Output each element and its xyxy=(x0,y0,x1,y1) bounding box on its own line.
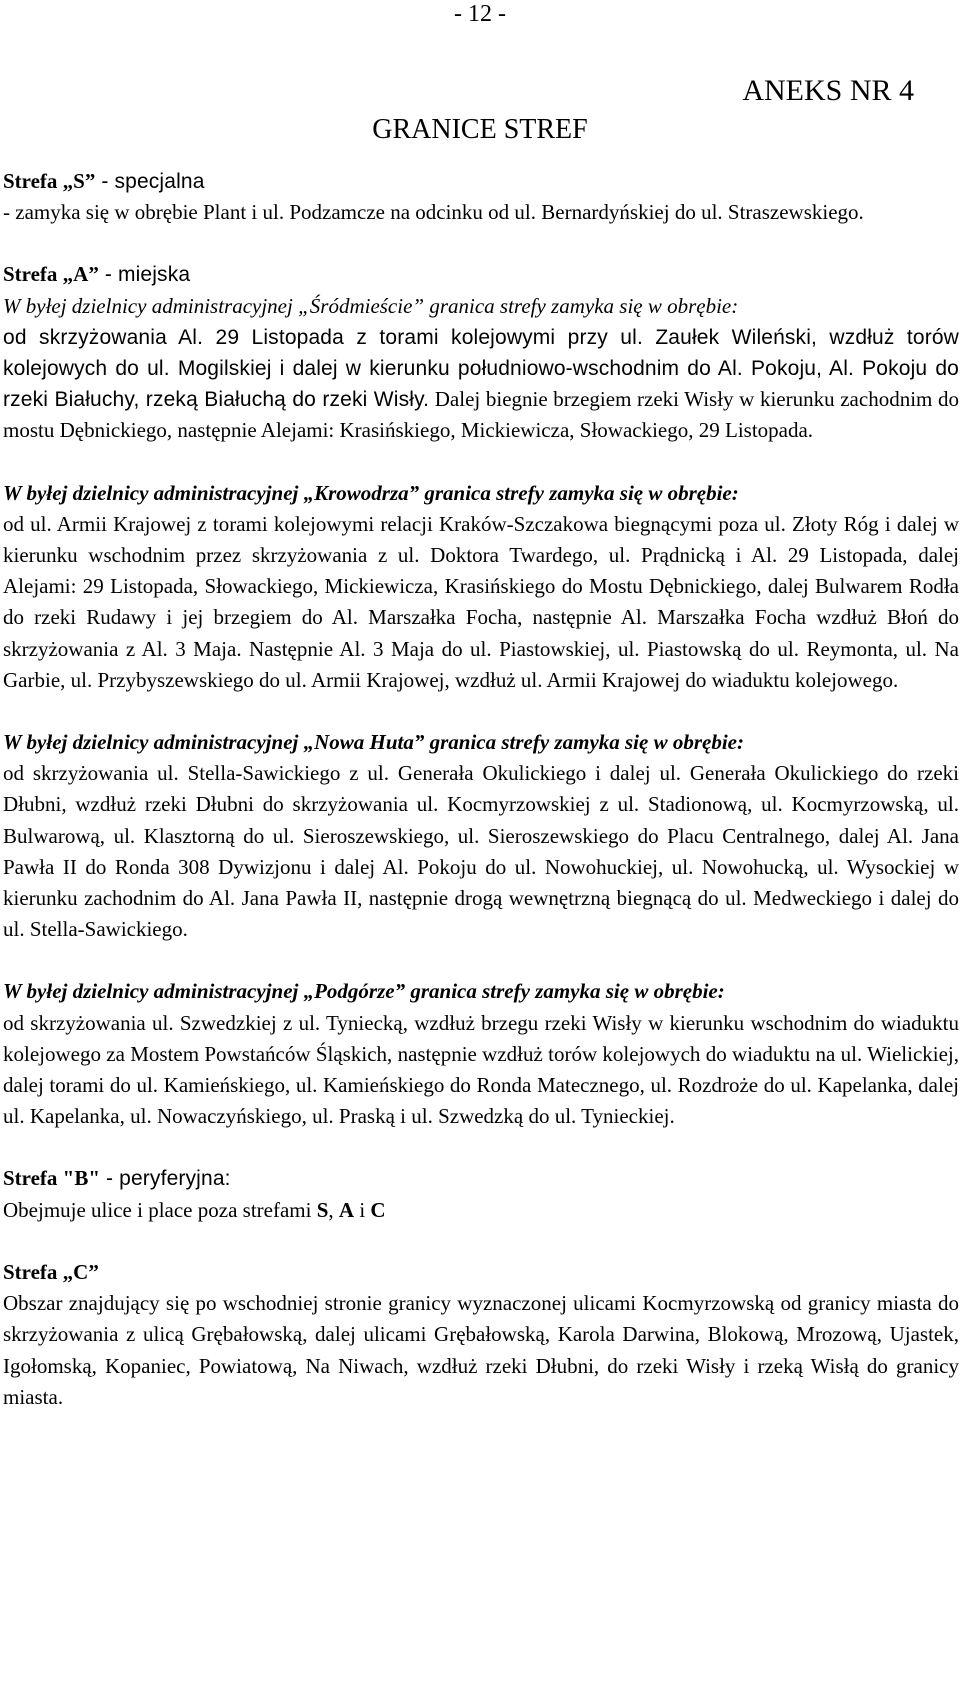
page-number: - 12 - xyxy=(454,1,506,27)
zone-a-heading-label: Strefa „A” xyxy=(3,262,99,287)
zone-b-body xyxy=(3,1195,959,1226)
srodmiescie-body-part2: Dalej biegnie brzegiem rzeki Wisły w kierunku zachodnim do mostu Dębnickiego, następnie Alejami: Krasińskiego, Mickiewicza, Słowackiego, 29 Listopada. xyxy=(3,387,959,443)
page-title: GRANICE STREF xyxy=(372,114,588,145)
zone-c-heading: Strefa „C” xyxy=(3,1259,99,1284)
podgorze-section xyxy=(3,976,959,1132)
zone-c-section xyxy=(3,1257,959,1413)
zone-b-heading-type: - peryferyjna: xyxy=(100,1167,231,1191)
zone-s-body: - zamyka się w obrębie Plant i ul. Podzamcze na odcinku od ul. Bernardyńskiej do ul. Straszewskiego. xyxy=(3,200,864,225)
zone-b-heading xyxy=(3,1163,959,1194)
zone-a-heading xyxy=(3,259,959,290)
annex-label: ANEKS NR 4 xyxy=(742,74,914,107)
zone-b-ref-a: A xyxy=(338,1197,355,1222)
zone-s-heading-label: Strefa „S” xyxy=(3,169,96,193)
krowodrza-body: od ul. Armii Krajowej z torami kolejowymi relacji Kraków-Szczakowa biegnącymi poza ul. Złoty Róg i dalej w kierunku wschodnim przez skrzyżowania z ul. Doktora Twardego, ul. Prądnicką i Al. 29 Listopada, dalej Alejami: 29 Listopada, Słowackiego, Mickiewicza, Krasińskiego do Mostu Dębnickiego, dalej Bulwarem Rodła do rzeki Rudawy i jej brzegiem do Al. Marszałka Focha, następnie Al. Marszałka Focha wzdłuż Błoń do skrzyżowania z Al. 3 Maja. Następnie Al. 3 Maja do ul. Piastowskiej, ul. Piastowską do ul. Reymonta, ul. Na Garbie, ul. Przybyszewskiego do ul. Armii Krajowej, wzdłuż ul. Armii Krajowej do wiaduktu kolejowego. xyxy=(3,511,959,692)
zone-b-ref-c: C xyxy=(370,1197,386,1222)
srodmiescie-body-part1: od skrzyżowania Al. 29 Listopada z torami kolejowymi przy ul. Zaułek Wileński, wzdłuż torów kolejowych do ul. Mogilskiej i dalej w kierunku południowo-wschodnim do Al. Pokoju, Al. Pokoju do rzeki Białuchy, rzeką Białuchą do rzeki Wisły. xyxy=(3,325,959,412)
document-body xyxy=(3,166,959,1444)
srodmiescie-heading: W byłej dzielnicy administracyjnej „Śródmieście” granica strefy zamyka się w obrębie: xyxy=(3,293,739,318)
zone-b-heading-label: Strefa "B" xyxy=(3,1166,101,1191)
zone-b-ref-s: S xyxy=(316,1197,329,1222)
zone-s-heading-type: - specjalna xyxy=(95,170,205,193)
zone-b-section xyxy=(3,1163,959,1225)
zone-a-heading-type: - miejska xyxy=(98,263,191,287)
zone-s-heading xyxy=(3,166,959,197)
krowodrza-heading: W byłej dzielnicy administracyjnej „Krowodrza” granica strefy zamyka się w obrębie: xyxy=(3,480,739,505)
zone-b-and: i xyxy=(354,1197,371,1222)
krowodrza-section xyxy=(3,478,959,696)
srodmiescie-body xyxy=(3,322,959,447)
podgorze-body: od skrzyżowania ul. Szwedzkiej z ul. Tyniecką, wzdłuż brzegu rzeki Wisły w kierunku wschodnim do wiaduktu kolejowego za Mostem Powstańców Śląskich, następnie wzdłuż torów kolejowych do wiaduktu na ul. Wielickiej, dalej torami do ul. Kamieńskiego, ul. Kamieńskiego do Ronda Matecznego, ul. Rozdroże do ul. Kapelanka, dalej ul. Kapelanka, ul. Nowaczyńskiego, ul. Praską i ul. Szwedzką do ul. Tynieckiej. xyxy=(3,1010,959,1129)
zone-c-body: Obszar znajdujący się po wschodniej stronie granicy wyznaczonej ulicami Kocmyrzowską od granicy miasta do skrzyżowania z ulicą Grębałowską, dalej ulicami Grębałowską, Karola Darwina, Blokową, Mrozową, Ujastek, Igołomską, Kopaniec, Powiatową, Na Niwach, wzdłuż rzeki Dłubni, do rzeki Wisły i rzeką Wisłą do granicy miasta. xyxy=(3,1291,959,1409)
zone-b-comma: , xyxy=(328,1197,339,1222)
zone-s-section xyxy=(3,166,959,228)
podgorze-heading: W byłej dzielnicy administracyjnej „Podgórze” granica strefy zamyka się w obrębie: xyxy=(3,979,725,1004)
nowahuta-body: od skrzyżowania ul. Stella-Sawickiego z ul. Generała Okulickiego i dalej ul. Generała Okulickiego do rzeki Dłubni, wzdłuż rzeki Dłubni do skrzyżowania ul. Kocmyrzowskiej z ul. Stadionową, ul. Kocmyrzowską, ul. Bulwarową, ul. Klasztorną do ul. Sieroszewskiego, ul. Sieroszewskiego do Placu Centralnego, dalej Al. Jana Pawła II do Ronda 308 Dywizjonu i dalej Al. Pokoju do ul. Nowohuckiej, ul. Nowohucką, ul. Wysockiej w kierunku zachodnim do Al. Jana Pawła II, następnie drogą wewnętrzną biegnącą do ul. Medweckiego i dalej do ul. Stella-Sawickiego. xyxy=(3,761,959,942)
zone-b-body-text: Obejmuje ulice i place poza strefami xyxy=(3,1197,317,1222)
nowahuta-heading: W byłej dzielnicy administracyjnej „Nowa Huta” granica strefy zamyka się w obrębie: xyxy=(3,730,744,755)
zone-a-srodmiescie-section xyxy=(3,259,959,446)
nowahuta-section xyxy=(3,727,959,945)
